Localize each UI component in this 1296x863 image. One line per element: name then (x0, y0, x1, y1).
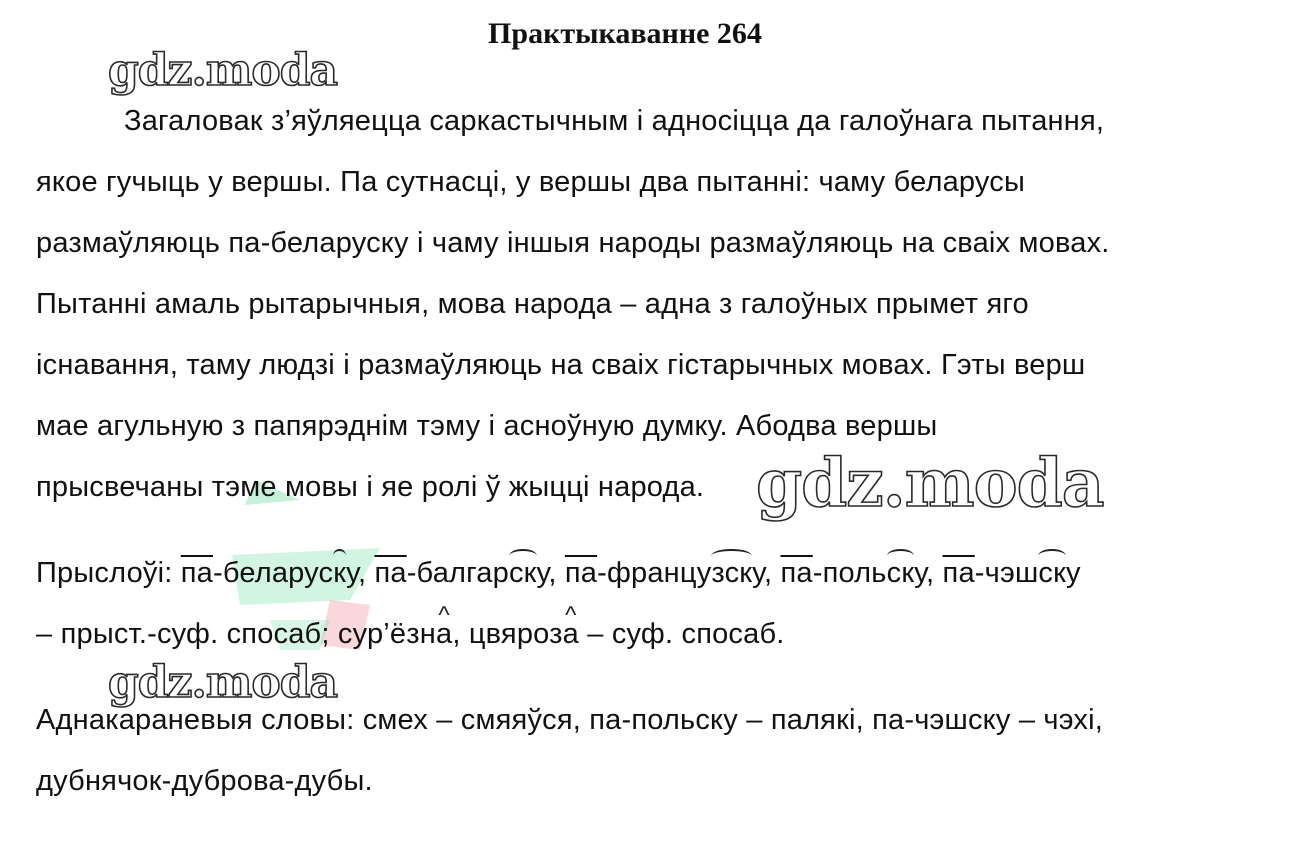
adverb-word-1 (181, 557, 358, 589)
paragraph-3-line-1: Аднакараневыя словы: смех – смяяўся, па-польску – палякі, па-чэшску – чэхі, (36, 704, 1104, 736)
paragraph-1-line-6: мае агульную з папярэднім тэму і асноўную думку. Абодва вершы (36, 410, 938, 442)
prefix-mark: па (374, 557, 407, 589)
ending-part: у (914, 557, 927, 589)
method-text-start: – прыст.-суф. спосаб; сур’ёзн (36, 618, 436, 650)
suffix-mark: ск (887, 553, 915, 593)
watermark-logo-top: gdz.moda (108, 45, 338, 96)
prefix-mark: па (564, 557, 598, 589)
watermark-logo-bottom: gdz.moda (108, 657, 338, 708)
watermark-logo-middle: gdz.moda (756, 444, 1104, 522)
adverb-word-2 (374, 557, 548, 589)
adverbs-label: Прыслоўі: (36, 557, 173, 589)
ending-part: у (536, 557, 549, 589)
root-part: -чэш (974, 557, 1039, 589)
root-part: -беларус (213, 557, 334, 589)
paragraph-2-line-2 (36, 614, 785, 654)
suffix-mark: ск (509, 553, 537, 593)
ending-part: у (1066, 557, 1081, 589)
ending-part: у (752, 557, 764, 589)
suffix-caret-mark: ^ а (436, 614, 452, 654)
paragraph-1-line-7: прысвечаны тэме мовы і яе ролі ў жыцці народа. (36, 471, 705, 503)
root-part: -францу (597, 557, 712, 589)
root-part: -балгар (406, 557, 509, 589)
suffix-mark: ск (1038, 553, 1066, 593)
adverb-word-5 (943, 557, 1081, 589)
paragraph-2-line-1: Прыслоўі: па-беларуску, па-балгарску, па-французску, па-польску, па-чэшску (36, 553, 1081, 593)
method-text-end: – суф. спосаб. (579, 618, 785, 650)
paragraph-1-line-2: якое гучыць у вершы. Па сутнасці, у вершы два пытанні: чаму беларусы (36, 166, 1026, 198)
prefix-mark: па (942, 557, 975, 589)
adverb-word-4 (781, 557, 927, 589)
paragraph-1-line-5: існавання, таму людзі і размаўляюць на сваіх гістарычных мовах. Гэты верш (36, 349, 1086, 381)
method-text-middle: , цвяроз (452, 618, 563, 650)
adverb-word-3 (565, 557, 764, 589)
suffix-caret-mark: ^ а (563, 614, 579, 654)
suffix-mark: к (333, 553, 346, 593)
ending-part: у (346, 557, 358, 589)
suffix-mark: зск (711, 553, 752, 593)
prefix-mark: па (180, 557, 213, 589)
paragraph-1-line-3: размаўляюць па-беларуску і чаму іншыя народы размаўляюць на сваіх мовах. (36, 227, 1110, 259)
paragraph-3-line-2: дубнячок-дуброва-дубы. (36, 765, 373, 797)
page-title: Практыкаванне 264 (488, 17, 762, 50)
root-part: -поль (812, 557, 887, 589)
prefix-mark: па (780, 557, 813, 589)
paragraph-1-line-4: Пытанні амаль рытарычныя, мова народа – адна з галоўных прымет яго (36, 288, 1029, 320)
paragraph-1-line-1: Загаловак з’яўляецца саркастычным і адносіцца да галоўнага пытання, (124, 105, 1105, 137)
